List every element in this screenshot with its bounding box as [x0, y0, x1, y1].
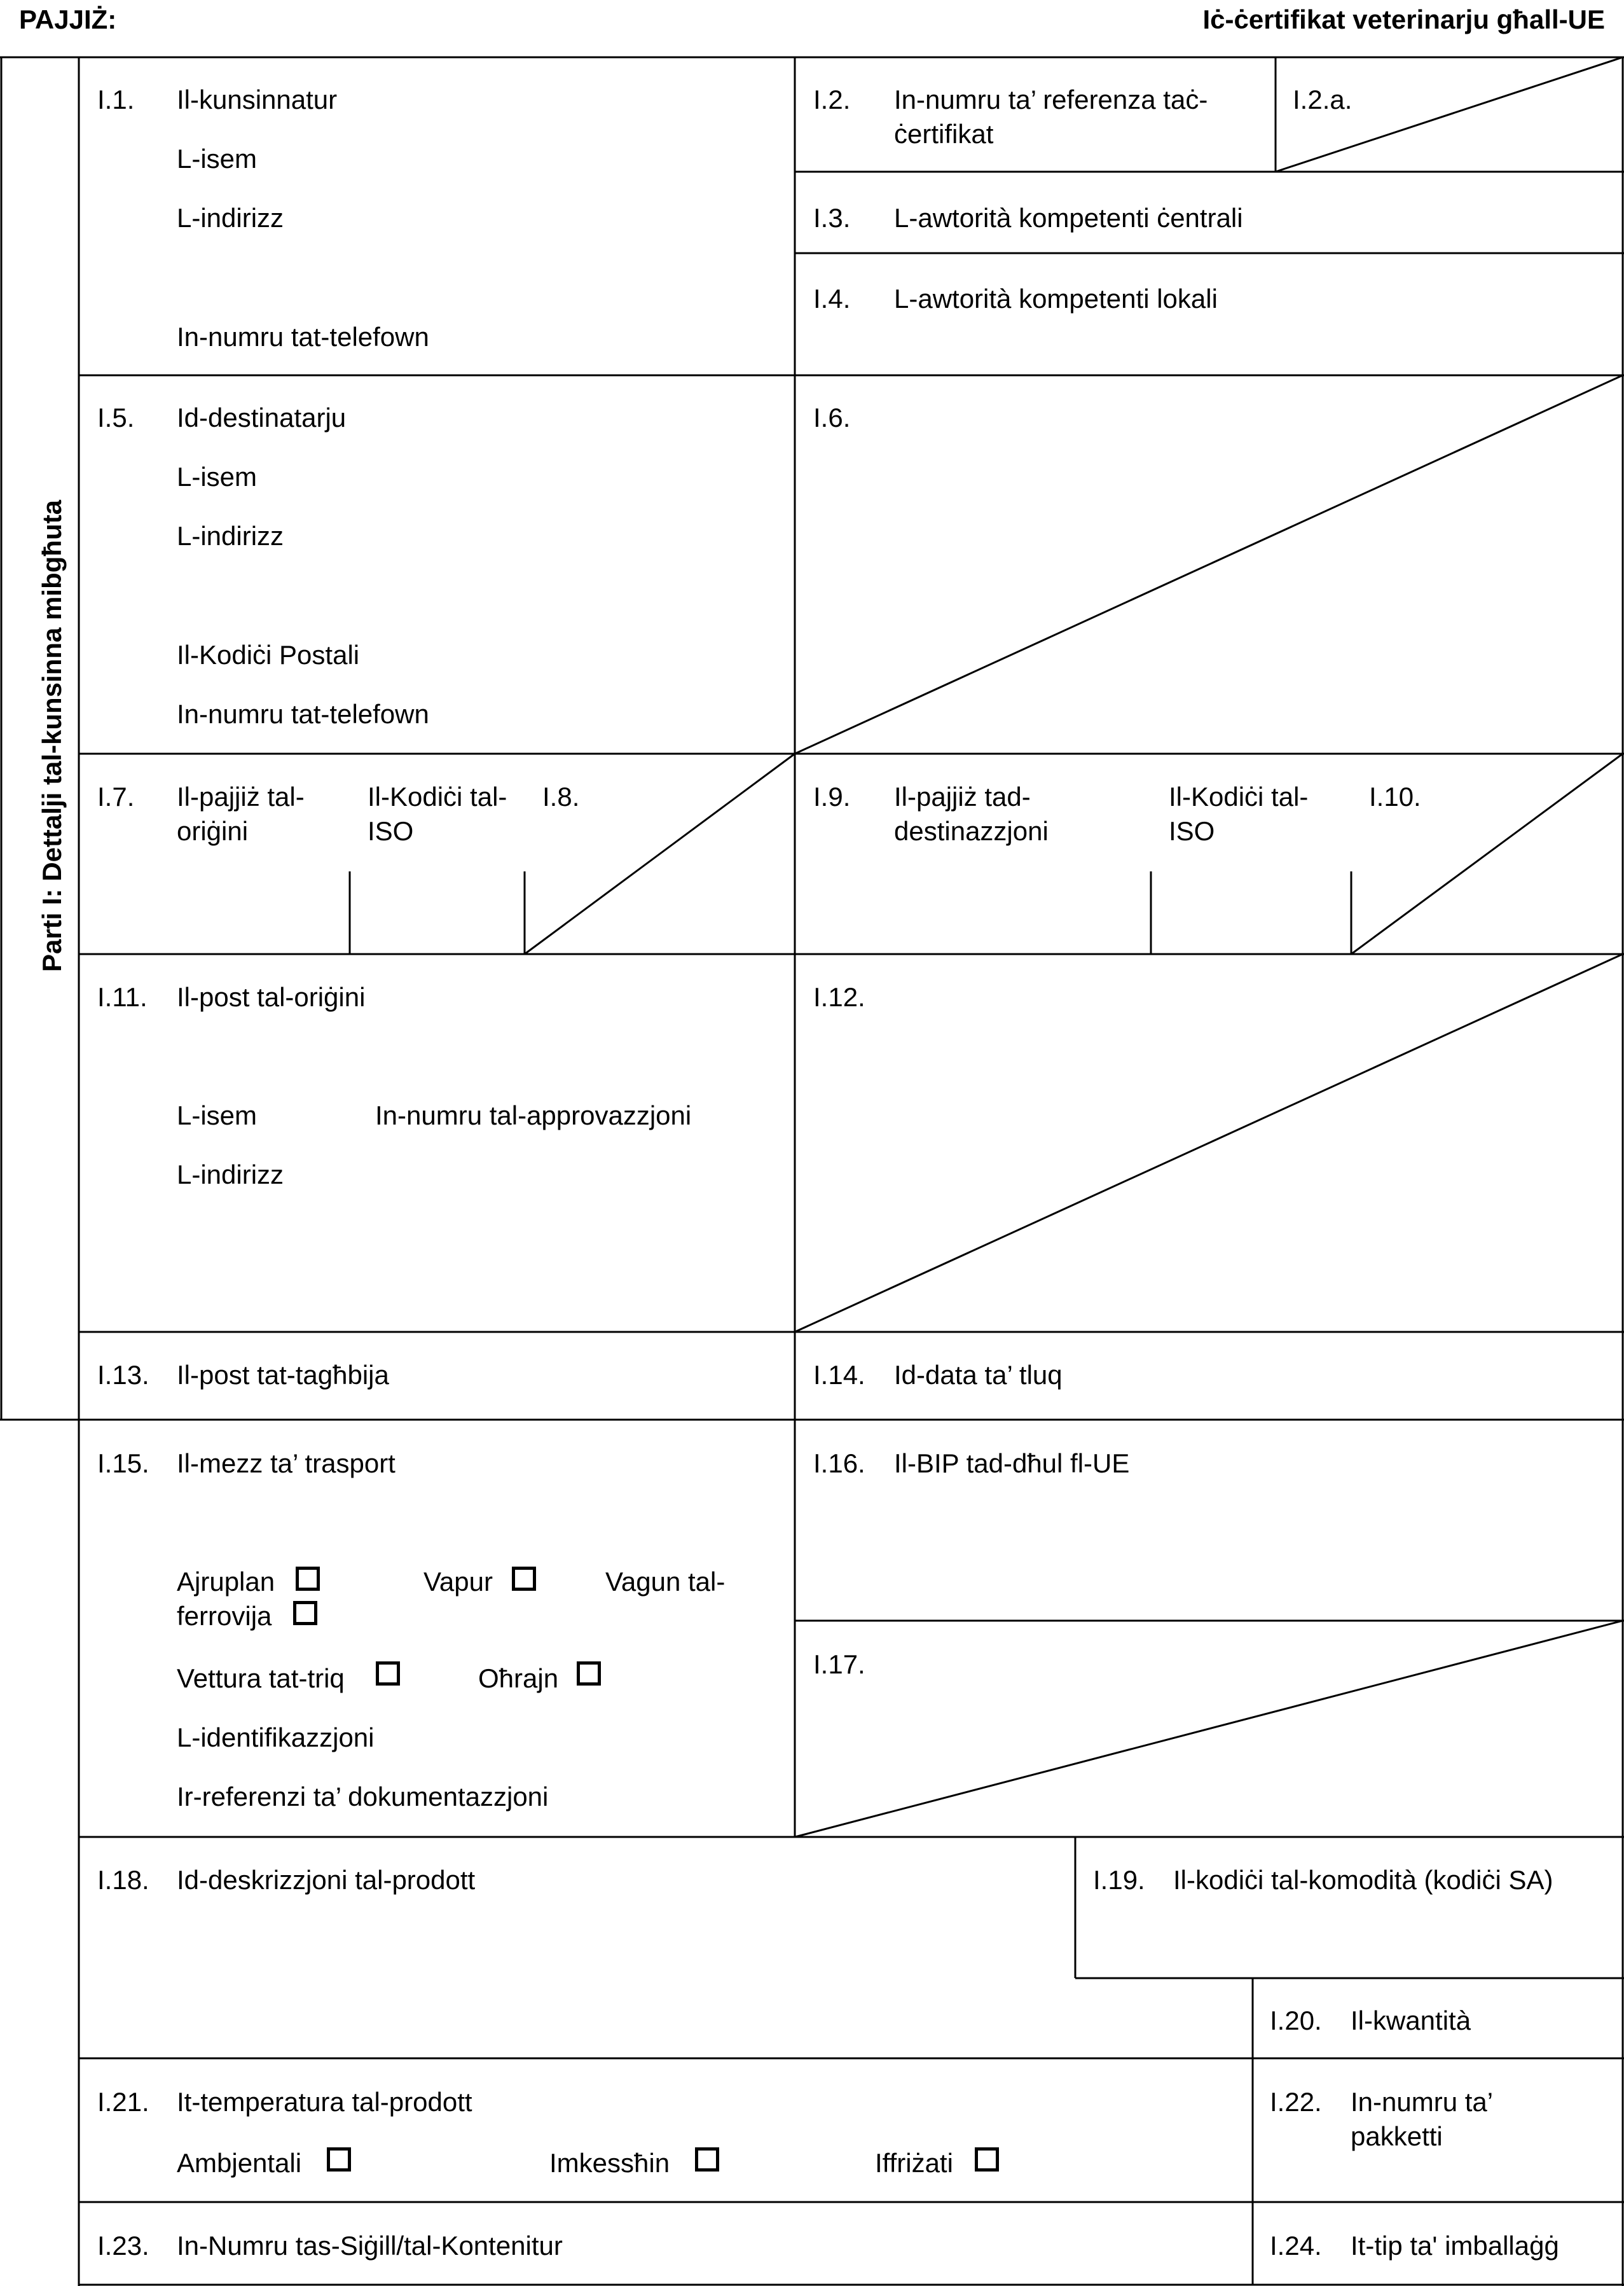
consignee-name-label: L-isem: [177, 462, 258, 492]
box-num-i5: I.5.: [97, 403, 135, 433]
place-of-loading-label: Il-post tat-tagħbija: [177, 1360, 389, 1390]
origin-iso-code-label: Il-Kodiċi tal-ISO: [368, 782, 507, 846]
box-num-i13: I.13.: [97, 1360, 149, 1390]
temp-ambient-checkbox[interactable]: [327, 2147, 351, 2172]
consignee-phone-label: In-numru tat-telefown: [177, 699, 429, 729]
temp-chilled-checkbox[interactable]: [695, 2147, 719, 2172]
box-num-i2a: I.2.a.: [1293, 85, 1352, 114]
box-num-i3: I.3.: [813, 203, 851, 233]
country-of-destination-label: Il-pajjiż tad-destinazzjoni: [894, 782, 1049, 846]
number-of-packages-label: In-numru ta’ pakketti: [1351, 2087, 1492, 2151]
box-num-i22: I.22.: [1270, 2087, 1322, 2117]
box-num-i14: I.14.: [813, 1360, 865, 1390]
approval-number-label: In-numru tal-approvazzjoni: [375, 1100, 692, 1130]
temp-chilled-label: Imkessħin: [549, 2148, 670, 2178]
box-num-i23: I.23.: [97, 2231, 149, 2261]
quantity-label: Il-kwantità: [1351, 2005, 1471, 2035]
consignor-phone-label: In-numru tat-telefown: [177, 322, 429, 352]
packaging-type-label: It-tip ta' imballaġġ: [1351, 2231, 1559, 2261]
box-num-i4: I.4.: [813, 284, 851, 314]
box-num-i12: I.12.: [813, 982, 865, 1012]
departure-date-label: Id-data ta’ tluq: [894, 1360, 1063, 1390]
transport-identification-label: L-identifikazzjoni: [177, 1722, 375, 1752]
transport-road-checkbox[interactable]: [376, 1661, 400, 1686]
certificate-title: Iċ-ċertifikat veterinarju għall-UE: [1202, 4, 1605, 34]
box-num-i19: I.19.: [1093, 1865, 1145, 1895]
box-num-i18: I.18.: [97, 1865, 149, 1895]
consignee-label: Id-destinatarju: [177, 403, 347, 433]
box-num-i2: I.2.: [813, 85, 851, 114]
origin-address-label: L-indirizz: [177, 1160, 284, 1189]
transport-rail-label: Vagun tal-ferrovija: [177, 1567, 726, 1631]
box-num-i15: I.15.: [97, 1448, 149, 1478]
box-num-i24: I.24.: [1270, 2231, 1322, 2261]
temp-frozen-label: Iffriżati: [875, 2148, 953, 2178]
consignor-address-label: L-indirizz: [177, 203, 284, 233]
certificate-reference-label: In-numru ta’ referenza taċ-ċertifikat: [894, 85, 1208, 149]
box-num-i20: I.20.: [1270, 2005, 1322, 2035]
product-description-label: Id-deskrizzjoni tal-prodott: [177, 1865, 476, 1895]
box-num-i8: I.8.: [542, 782, 580, 812]
place-of-origin-label: Il-post tal-oriġini: [177, 982, 366, 1012]
temp-frozen-checkbox[interactable]: [975, 2147, 999, 2172]
box-num-i7: I.7.: [97, 782, 135, 812]
transport-ship-label: Vapur: [423, 1567, 493, 1597]
transport-other-label: Oħrajn: [478, 1663, 559, 1693]
origin-name-label: L-isem: [177, 1100, 258, 1130]
box-num-i6: I.6.: [813, 403, 851, 433]
consignee-address-label: L-indirizz: [177, 521, 284, 551]
documentary-references-label: Ir-referenzi ta’ dokumentazzjoni: [177, 1782, 549, 1811]
consignee-postcode-label: Il-Kodiċi Postali: [177, 640, 360, 670]
transport-rail-checkbox[interactable]: [293, 1601, 317, 1625]
consignor-name-label: L-isem: [177, 144, 258, 174]
local-authority-label: L-awtorità kompetenti lokali: [894, 284, 1218, 314]
product-temperature-label: It-temperatura tal-prodott: [177, 2087, 472, 2117]
transport-plane-label: Ajruplan: [177, 1567, 275, 1597]
box-num-i1: I.1.: [97, 85, 135, 114]
central-authority-label: L-awtorità kompetenti ċentrali: [894, 203, 1243, 233]
box-num-i16: I.16.: [813, 1448, 865, 1478]
means-of-transport-label: Il-mezz ta’ trasport: [177, 1448, 396, 1478]
consignor-label: Il-kunsinnatur: [177, 85, 338, 114]
box-num-i10: I.10.: [1369, 782, 1421, 812]
seal-container-number-label: In-Numru tas-Siġill/tal-Kontenitur: [177, 2231, 563, 2261]
country-of-origin-label: Il-pajjiż tal-oriġini: [177, 782, 305, 846]
box-num-i11: I.11.: [97, 982, 148, 1012]
destination-iso-code-label: Il-Kodiċi tal-ISO: [1169, 782, 1309, 846]
transport-road-label: Vettura tat-triq: [177, 1663, 345, 1693]
box-num-i21: I.21.: [97, 2087, 149, 2117]
entry-bip-label: Il-BIP tad-dħul fl-UE: [894, 1448, 1130, 1478]
box-num-i17: I.17.: [813, 1649, 865, 1679]
commodity-code-label: Il-kodiċi tal-komodità (kodiċi SA): [1173, 1865, 1553, 1895]
country-label: PAJJIŻ:: [19, 4, 117, 34]
temp-ambient-label: Ambjentali: [177, 2148, 302, 2178]
box-num-i9: I.9.: [813, 782, 851, 812]
transport-other-checkbox[interactable]: [577, 1661, 601, 1686]
